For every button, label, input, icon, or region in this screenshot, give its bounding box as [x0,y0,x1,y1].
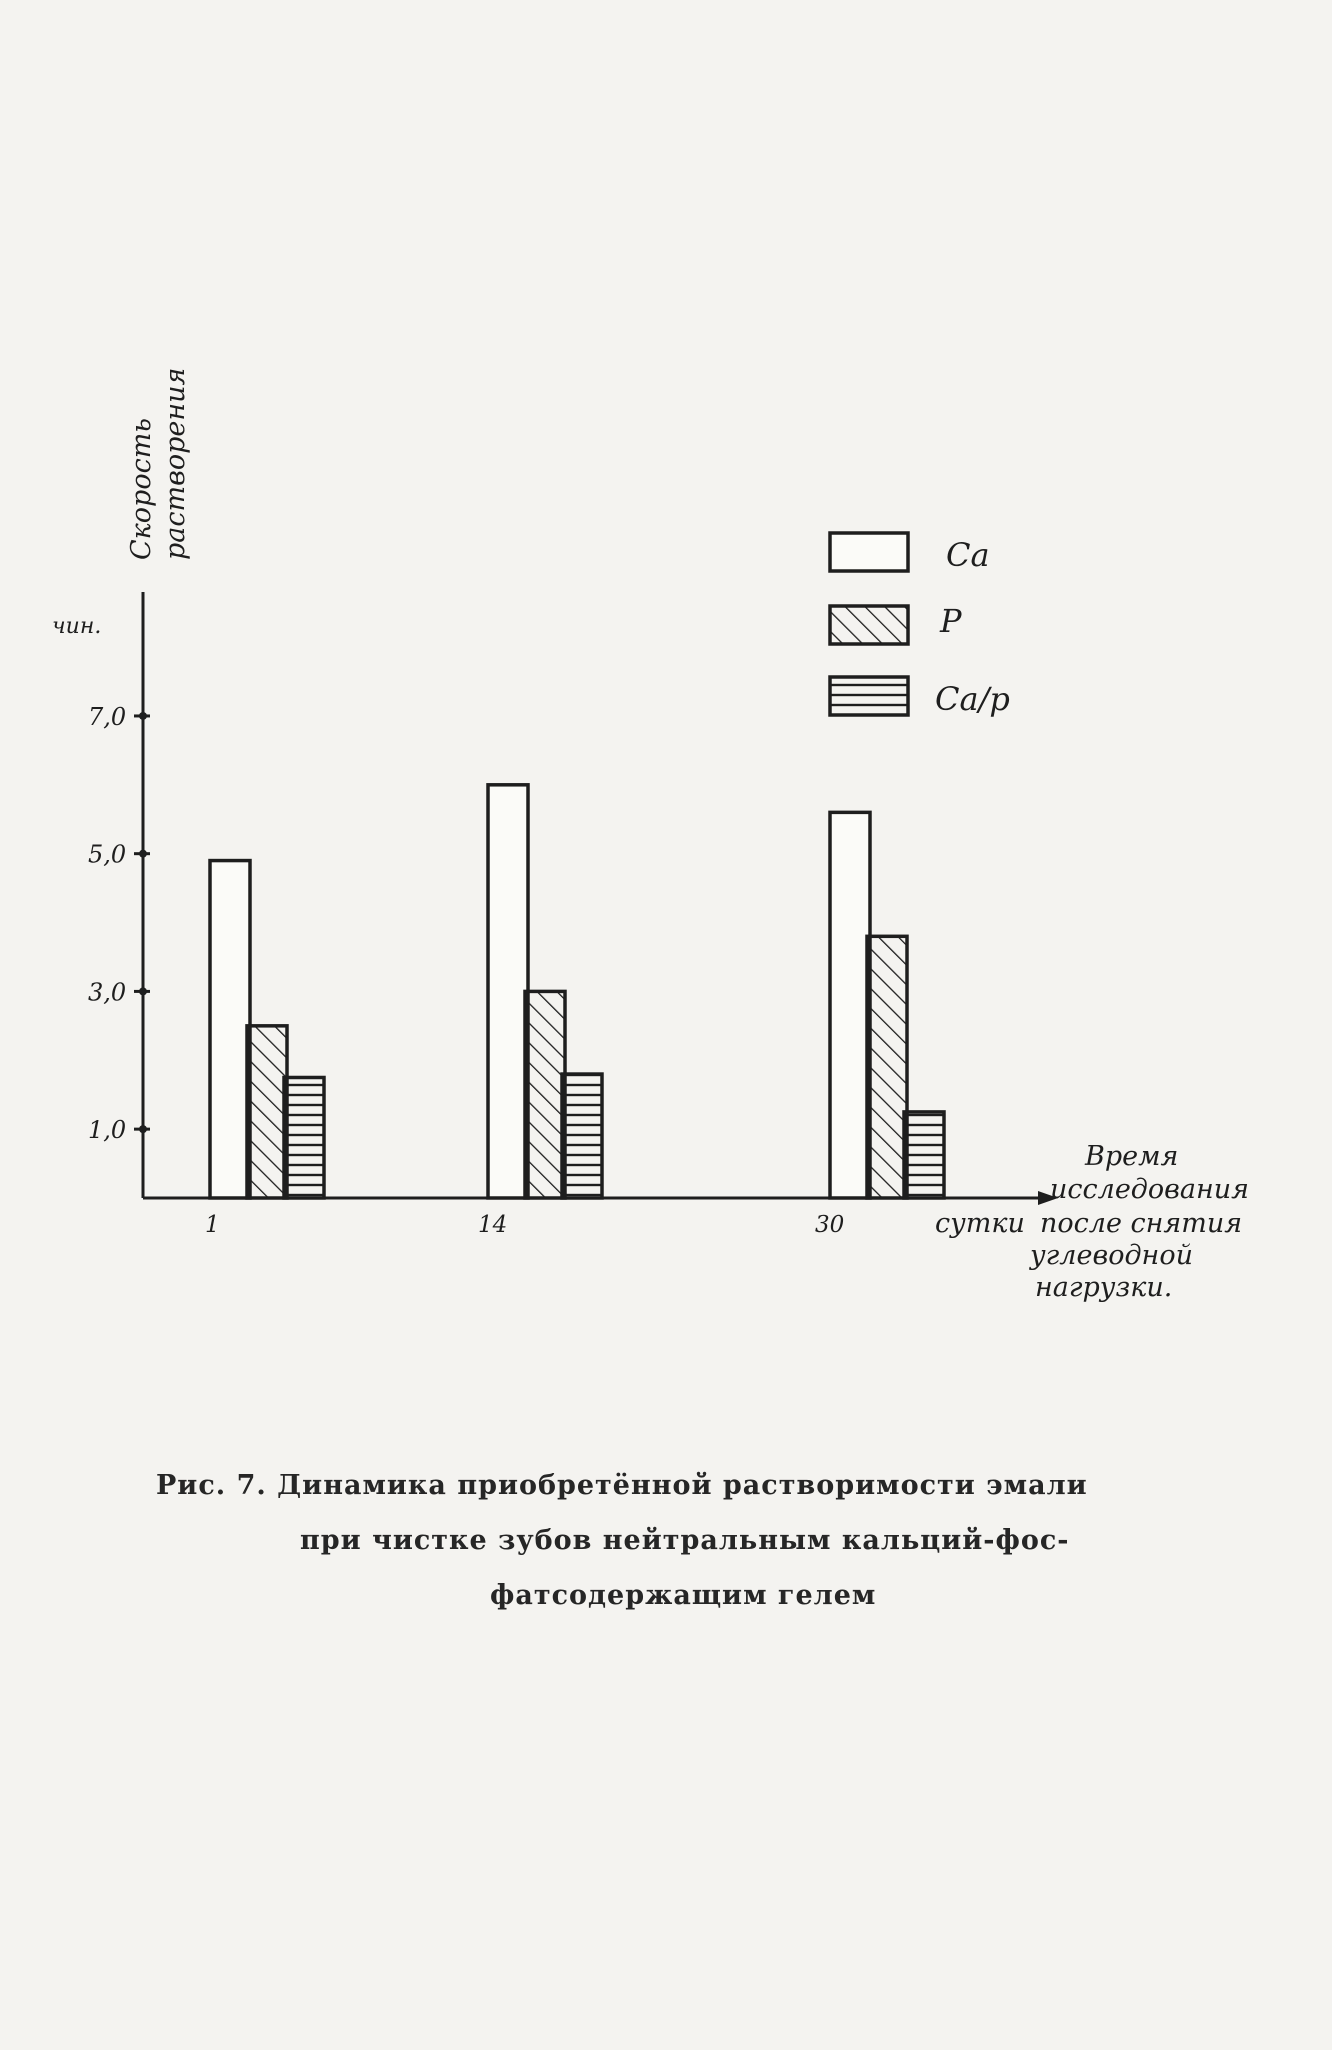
y-axis-label-line2: растворения [160,367,191,560]
y-tick-label: 1,0 [88,1116,127,1145]
bar-ca-1 [210,861,250,1198]
x-ticks [205,1212,844,1238]
y-tick-dot [139,850,147,858]
legend-swatch-ca-p [830,677,908,715]
bar-p-1 [247,1026,287,1198]
bar-ca-30 [830,812,870,1198]
y-tick-dot [139,1125,147,1133]
x-tick-label: 30 [815,1212,845,1238]
legend-label-ca-p: Ca/p [935,680,1010,718]
x-tick-label: 1 [205,1212,220,1238]
legend [830,533,1010,718]
bar-ca-p-14 [562,1074,602,1198]
caption-line-3: фатсодержащим гелем [490,1580,877,1611]
y-axis-unit: чин. [52,614,102,639]
x-axis-label-line5: нагрузки. [1035,1272,1173,1303]
bar-ca-14 [488,785,528,1198]
x-tick-label: 14 [478,1212,508,1238]
legend-swatch-p [830,606,908,644]
x-axis-label-line1: Время [1085,1141,1179,1172]
bar-ca-p-1 [284,1077,324,1198]
y-tick-label: 7,0 [88,702,127,731]
y-ticks [88,703,150,1144]
y-tick-label: 5,0 [88,840,127,869]
x-axis-label [935,1141,1249,1303]
legend-swatch-ca [830,533,908,571]
bar-ca-p-30 [904,1112,944,1198]
bar-p-14 [525,991,565,1198]
x-axis-label-line4: углеводной [1030,1240,1193,1271]
x-axis-label-line3: после снятия [1040,1208,1243,1239]
caption-line-2: при чистке зубов нейтральным кальций-фос- [300,1525,1070,1556]
x-axis-unit: сутки [935,1208,1025,1239]
y-tick-label: 3,0 [88,978,127,1007]
y-axis-label-line1: Скорость [126,417,157,560]
y-tick-dot [139,987,147,995]
y-tick-dot [139,712,147,720]
x-axis-label-line2: исследования [1050,1174,1250,1205]
figure-caption [150,1458,1090,1623]
bar-p-30 [867,936,907,1198]
legend-label-p: P [940,602,962,640]
bars [210,785,944,1198]
caption-line-1: Рис. 7. Динамика приобретённой растворимости эмали [156,1470,1088,1501]
legend-label-ca: Ca [946,536,990,574]
